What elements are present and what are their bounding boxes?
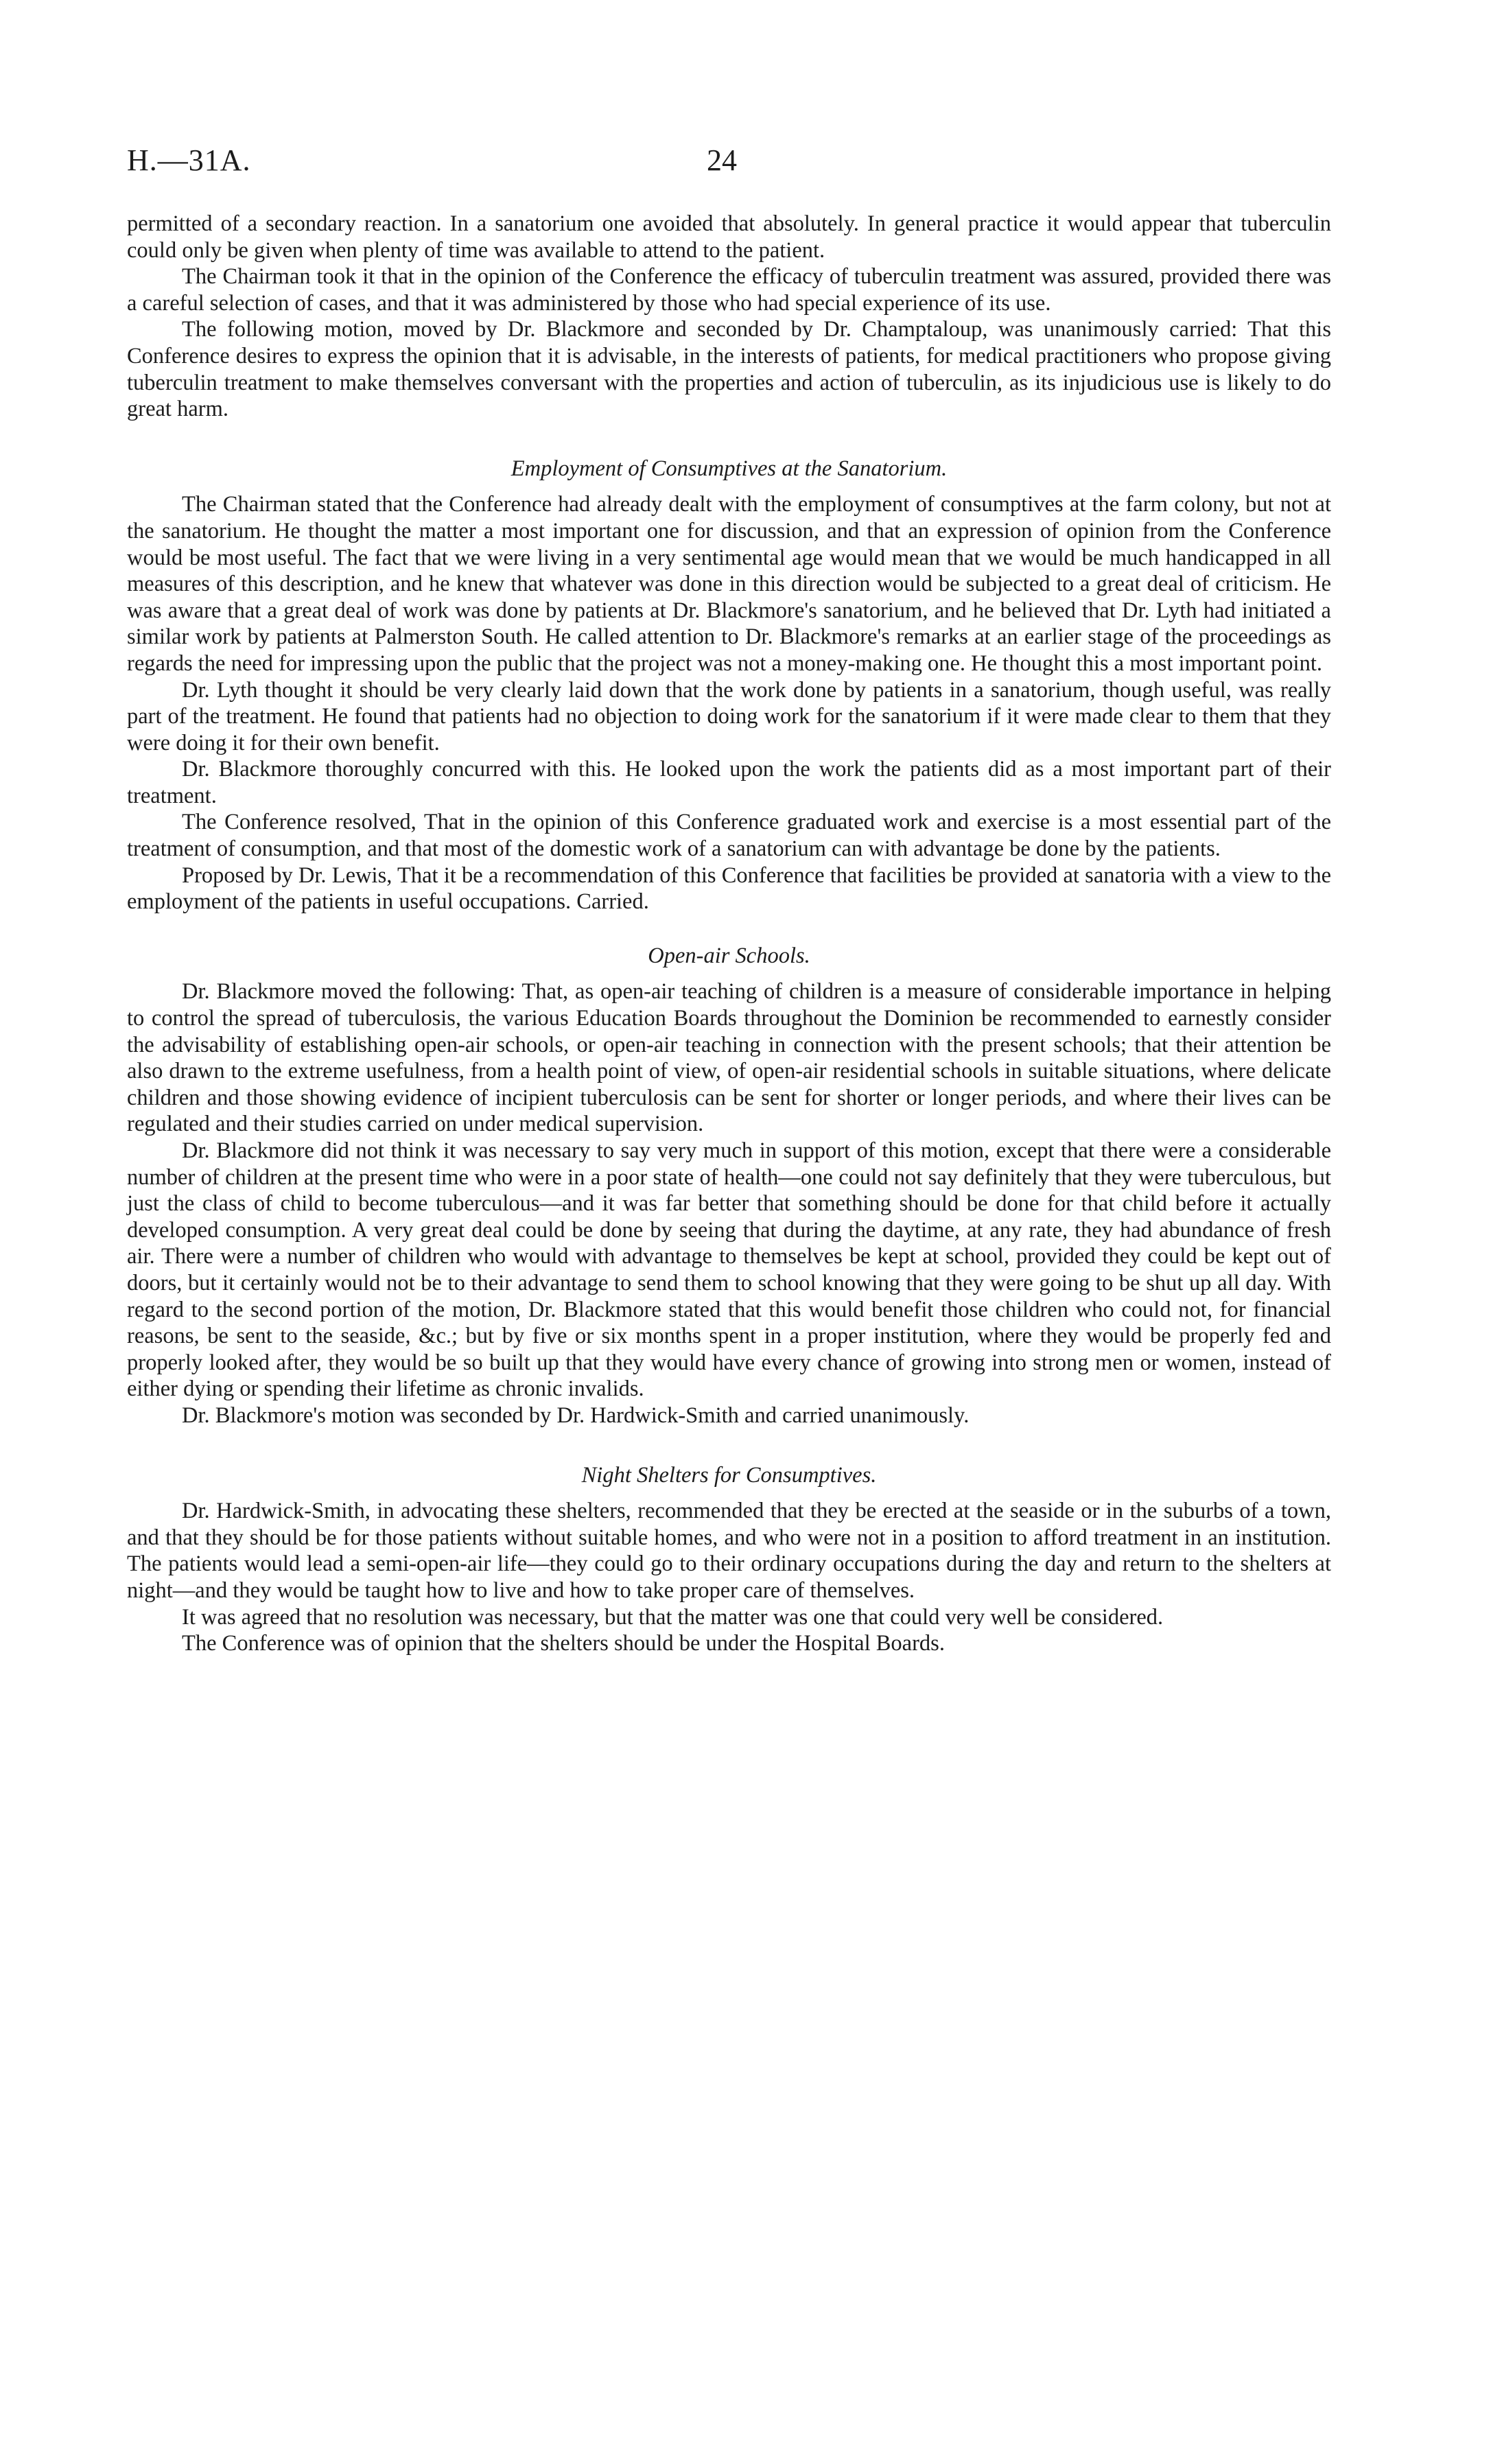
paragraph: Proposed by Dr. Lewis, That it be a recommendation of this Conference that facilities be provided at sanatoria with a view to the employment of the patients in useful occupations. Carried. xyxy=(127,863,1331,915)
page-header xyxy=(127,137,1331,192)
section-heading: Employment of Consumptives at the Sanatorium. xyxy=(510,456,948,481)
paragraph: Dr. Blackmore thoroughly concurred with this. He looked upon the work the patients did as a most important part of their treatment. xyxy=(127,757,1331,808)
paragraph: Dr. Blackmore did not think it was necessary to say very much in support of this motion, except that there were a considerable number of children at the present time who were in a poor state of health—one could not say definitely that they were tuberculous, but just the class of child to become tuberculous—and it was far better that something should be done for that child before it actually developed consumption. A very great deal could be done by seeing that during the daytime, at any rate, they had abundance of fresh air. There were a number of children who would with advantage to themselves be kept at school, provided they could be kept out of doors, but it certainly would not be to their advantage to send them to school knowing that they were going to be shut up all day. With regard to the second portion of the motion, Dr. Blackmore stated that this would benefit those children who could not, for financial reasons, be sent to the seaside, &c.; but by five or six months spent in a proper institution, where they would be properly fed and properly looked after, they would be so built up that they would have every chance of growing into strong men or women, instead of either dying or spending their lifetime as chronic invalids. xyxy=(127,1138,1331,1402)
paragraph: Dr. Blackmore's motion was seconded by Dr. Hardwick-Smith and carried unanimously. xyxy=(182,1403,970,1428)
paragraph: Dr. Blackmore moved the following: That, as open-air teaching of children is a measure of considerable importance in helping to control the spread of tuberculosis, the various Education Boards throughout the Dominion be recommended to earnestly consider the advisability of establishing open-air schools, or open-air teaching in connection with the present schools; that their attention be also drawn to the extreme usefulness, from a health point of view, of open-air residential schools in suitable situations, where delicate children and those showing evidence of incipient tuberculosis can be sent for shorter or longer periods, and where their lives can be regulated and their studies carried on under medical supervision. xyxy=(127,979,1331,1137)
section-heading: Night Shelters for Consumptives. xyxy=(581,1462,877,1488)
page-number: 24 xyxy=(707,143,737,177)
paragraph: It was agreed that no resolution was necessary, but that the matter was one that could very well be considered. xyxy=(182,1604,1164,1630)
section-night-shelters xyxy=(127,1462,1331,1657)
paragraph: The Chairman stated that the Conference had already dealt with the employment of consumptives at the farm colony, but not at the sanatorium. He thought the matter a most important one for discussion, and that an expression of opinion from the Conference would be most useful. The fact that we were living in a very sentimental age would mean that we would be much handicapped in all measures of this description, and he knew that whatever was done in this direction would be subjected to a great deal of criticism. He was aware that a great deal of work was done by patients at Dr. Blackmore's sanatorium, and he believed that Dr. Lyth had initiated a similar work by patients at Palmerston South. He called attention to Dr. Blackmore's remarks at an earlier stage of the proceedings as regards the need for impressing upon the public that the project was not a money-making one. He thought this a most important point. xyxy=(127,492,1331,676)
document-page xyxy=(127,137,1331,1656)
paragraph: The Conference was of opinion that the shelters should be under the Hospital Boards. xyxy=(182,1631,945,1656)
page-body xyxy=(127,211,1331,1657)
paragraph: permitted of a secondary reaction. In a sanatorium one avoided that absolutely. In general practice it would appear that tuberculin could only be given when plenty of time was available to attend to the patient. xyxy=(127,211,1331,263)
paragraph: Dr. Lyth thought it should be very clearly laid down that the work done by patients in a sanatorium, though useful, was really part of the treatment. He found that patients had no objection to doing work for the sanatorium if it were made clear to them that they were doing it for their own benefit. xyxy=(127,677,1331,755)
section-open-air-schools xyxy=(127,943,1331,1429)
document-reference: H.—31A. xyxy=(127,143,251,177)
section-employment-of-consumptives xyxy=(127,456,1331,915)
paragraph: Dr. Hardwick-Smith, in advocating these shelters, recommended that they be erected at the seaside or in the suburbs of a town, and that they should be for those patients without suitable homes, and who were not in a position to afford treatment in an institution. The patients would lead a semi-open-air life—they could go to their ordinary occupations during the day and return to the shelters at night—and they would be taught how to live and how to take proper care of themselves. xyxy=(127,1499,1331,1603)
paragraph: The Conference resolved, That in the opinion of this Conference graduated work and exercise is a most essential part of the treatment of consumption, and that most of the domestic work of a sanatorium can with advantage be done by the patients. xyxy=(127,810,1331,862)
section-heading: Open-air Schools. xyxy=(648,943,810,968)
paragraph: The following motion, moved by Dr. Blackmore and seconded by Dr. Champtaloup, was unanimously carried: That this Conference desires to express the opinion that it is advisable, in the interests of patients, for medical practitioners who propose giving tuberculin treatment to make themselves conversant with the properties and action of tuberculin, as its injudicious use is likely to do great harm. xyxy=(127,317,1331,422)
paragraph: The Chairman took it that in the opinion of the Conference the efficacy of tuberculin treatment was assured, provided there was a careful selection of cases, and that it was administered by those who had special experience of its use. xyxy=(127,264,1331,316)
